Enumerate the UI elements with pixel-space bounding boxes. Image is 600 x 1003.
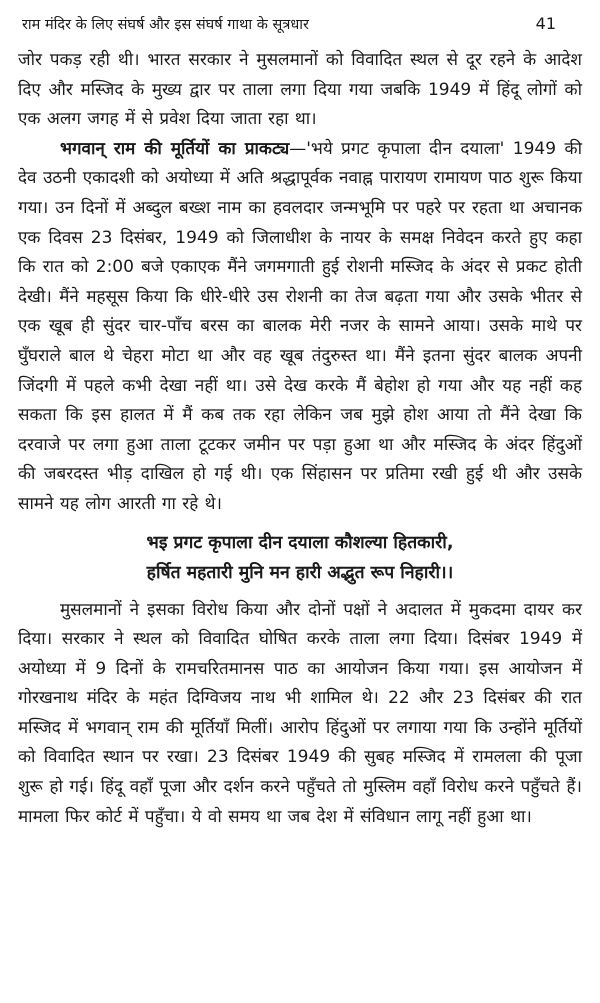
body-text [18,46,582,832]
paragraph-1: जोर पकड़ रही थी। भारत सरकार ने मुसलमानों को विवादित स्थल से दूर रहने के आदेश दिए और मस्जिद के मुख्य द्वार पर ताला लगा दिया गया जबकि 1949 में हिंदू लोगों को एक अलग जगह में से प्रवेश दिया जाता रहा था। [18,50,582,130]
verse-line-2: हर्षित महतारी मुनि मन हारी अद्भुत रूप निहारी।। [146,562,454,583]
paragraph-3: मुसलमानों ने इसका विरोध किया और दोनों पक्षों ने अदालत में मुकदमा दायर कर दिया। सरकार ने स्थल को विवादित घोषित करके ताला लगा दिया। दिसंबर 1949 में अयोध्या में 9 दिनों के रामचरितमानस पाठ का आयोजन किया गया। इस आयोजन में गोरखनाथ मंदिर के महंत दिग्विजय नाथ भी शामिल थे। 22 और 23 दिसंबर की रात मस्जिद में भगवान् राम की मूर्तियाँ मिलीं। आरोप हिंदुओं पर लगाया गया कि उन्होंने मूर्तियों को विवादित स्थान पर रखा। 23 दिसंबर 1949 की सुबह मस्जिद में रामलला की पूजा शुरू हो गई। हिंदू वहाँ पूजा और दर्शन करने पहुँचते तो मुस्लिम वहाँ विरोध करने पहुँचते हैं। मामला फिर कोर्ट में पहुँचा। ये वो समय था जब देश में संविधान लागू नहीं हुआ था। [18,599,582,827]
verse-line-1: भइ प्रगट कृपाला दीन दयाला कौशल्या हितकारी, [146,532,454,553]
section-heading: भगवान् राम की मूर्तियों का प्राकट्य [60,138,290,159]
page-number: 41 [535,14,556,33]
verse-block [18,528,582,588]
paragraph-2-body: 'भये प्रगट कृपाला दीन दयाला' 1949 की देव उठनी एकादशी को अयोध्या में अति श्रद्धापूर्वक नवाह्न पारायण रामायण पाठ शुरू किया गया। उन दिनों में अब्दुल बख्श नाम का हवलदार जन्मभूमि पर पहरे पर रहता था अचानक एक दिवस 23 दिसंबर, 1949 को जिलाधीश के नायर के समक्ष निवेदन करते हुए कहा कि रात को 2:00 बजे एकाएक मैंने जगमगाती हुई रोशनी मस्जिद के अंदर से प्रकट होती देखी। मैंने महसूस किया कि धीरे-धीरे उस रोशनी का तेज बढ़ता गया और उसके भीतर से एक खूब ही सुंदर चार-पाँच बरस का बालक मेरी नजर के सामने आया। उसके माथे पर घुँघराले बाल थे चेहरा मोटा था और वह खूब तंदुरुस्त था। मैंने इतना सुंदर बालक अपनी जिंदगी में पहले कभी देखा नहीं था। उसे देख करके मैं बेहोश हो गया और यह नहीं कह सकता कि इस हालत में मैं कब तक रहा लेकिन जब मुझे होश आया तो मैंने देखा कि दरवाजे पर लगा हुआ ताला टूटकर जमीन पर पड़ा हुआ था और मस्जिद के अंदर हिंदुओं की जबरदस्त भीड़ दाखिल हो गई थी। एक सिंहासन पर प्रतिमा रखी हुई थी और उसके सामने यह लोग आरती गा रहे थे। [18,138,582,514]
paragraph-2 [18,135,582,520]
heading-dash: — [289,138,307,159]
running-title: राम मंदिर के लिए संघर्ष और इस संघर्ष गाथा के सूत्रधार [22,17,309,33]
running-header [18,14,582,40]
